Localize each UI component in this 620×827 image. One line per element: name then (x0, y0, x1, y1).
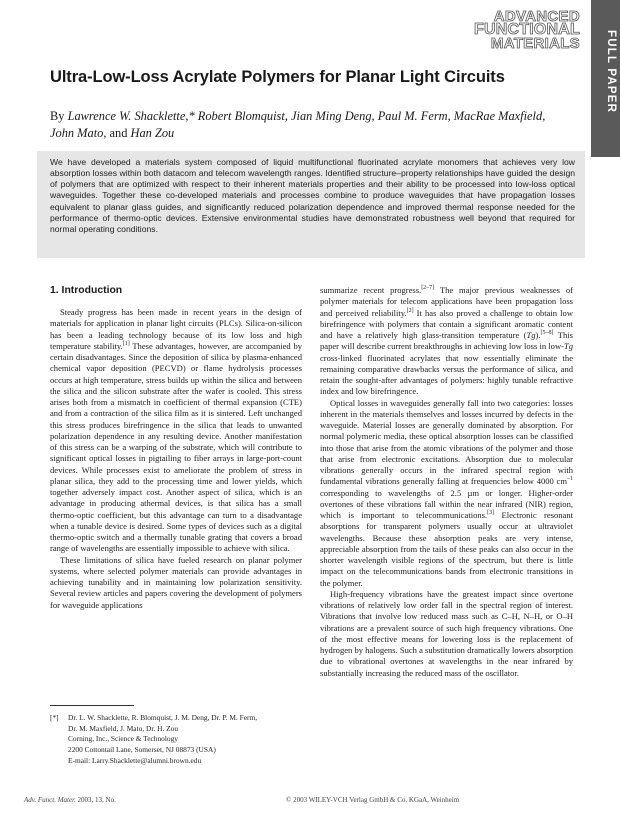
text-run: Optical losses in waveguides generally fall into two categories: losses inherent in the materials themselves and losses incurred by defects in the waveguide. Material losses are generally dominated by absorption. For normal polymeric media, these optical absorption losses can be classified into those that arise from the atomic vibrations of the polymer and those that arise from electronic excitations. Absorption due to molecular vibrations generally occurs in the infrared spectral region with fundamental vibrations generally falling at frequencies below 4000 cm (320, 397, 573, 487)
journal-logo (474, 8, 580, 53)
left-column (50, 285, 302, 611)
paragraph-5: High-frequency vibrations have the greatest impact since overtone vibrations of relatively low order fall in the spectral region of interest. Vibrations that involve low reduced mass such as C–H, N–H, or O–H vibrations are a prevalent source of such high frequency vibrations. One of the most effective means for lowering loss is the replacement of hydrogen by halogens. Such a substitution dramatically lowers absorption due to vibrational overtones at wavelengths in the near infrared by substantially increasing the reduced mass of the oscillator. (320, 588, 573, 678)
authors-and: and (106, 126, 131, 140)
symbol-tg: Tg (563, 341, 573, 352)
section-heading: 1. Introduction (50, 285, 123, 296)
paragraph-1 (50, 307, 302, 555)
article-title: Ultra-Low-Loss Acrylate Polymers for Planar Light Circuits (50, 68, 505, 86)
citation-ref: [2–7] (421, 285, 435, 291)
text-run: corresponding to wavelengths of 2.5 µm or longer. Higher-order overtones of these vibrations fall within the near infrared (NIR) region, which is important to telecommunications. (320, 487, 573, 520)
footer-journal-name: Adv. Funct. Mater. (24, 796, 76, 804)
authors-line-2a: John Mato, (50, 126, 107, 140)
section-tab (591, 0, 620, 157)
text-run: It has also proved a challenge to obtain low birefringence with polymers that contain a significant aromatic content and have a relatively high glass-transition temperature ( (320, 307, 573, 340)
logo-line-materials: MATERIALS (490, 35, 580, 53)
citation-ref: [3] (487, 510, 495, 516)
footnote-divider (50, 705, 134, 706)
paragraph-4 (320, 398, 573, 589)
right-column (320, 285, 573, 679)
text-run: cross-linked fluorinated acrylates that now essentially eliminate the remaining comparative drawbacks versus the performance of silica, and retain the sought-after advantages of polymers: highly tunable refractive index and low birefringence. (320, 352, 573, 397)
logo-line-functional: FUNCTIONAL (474, 21, 580, 39)
footnote-email: E-mail: Larry.Shacklette@alumni.brown.edu (68, 755, 202, 765)
citation-ref: [2] (406, 307, 414, 314)
symbol-tg: Tg (526, 330, 536, 340)
authors-line-1: Lawrence W. Shacklette,* Robert Blomquist, Jian Ming Deng, Paul M. Ferm, MacRae Maxfield, (67, 109, 546, 123)
footer-volume: 2003, 13, No. (75, 796, 116, 804)
footer-copyright: © 2003 WILEY-VCH Verlag GmbH & Co. KGaA, Weinheim (286, 796, 460, 804)
footnote-line: 2200 Cottontail Lane, Somerset, NJ 08873 (USA) (68, 745, 216, 755)
footnote-mark: [*] (50, 713, 59, 722)
author-byline (50, 108, 570, 142)
citation-ref: [1] (122, 340, 130, 347)
text-run: ). (535, 330, 541, 340)
text-run: Steady progress has been made in recent years in the design of materials for application in planar light circuits (PLCs). Silica-on-silicon has been a leading technology because of its low loss and high temperature stability. (50, 307, 302, 351)
text-run: These advantages, however, are accompanied by certain disadvantages. Since the deposition of silica by plasma-enhanced chemical vapor deposition (PECVD) or flame hydrolysis processes occurs at high temperature, stress builds up within the silica and between the silica and the silicon substrate after the wafer is cooled. This stress arises both from a mismatch in coefficient of thermal expansion (CTE) and from a contraction of the silica film as it is sintered. Left unchanged this stress produces birefringence in the silica that leads to unwanted polarization dependence in any resulting device. Another manifestation of this stress can be a warping of the substrate, which will contribute to significant optical losses in pigtailing to fiber arrays in large-port-count devices. While processes exist to ameliorate the problem of stress in planar silica, they add to the processing time and lower yields, which together adversely impact cost. Another aspect of silica, which is an advantage in producing athermal devices, is that silica has a small thermo-optic coefficient, but this advantage can turn to a disadvantage when a tunable device is desired. Some types of devices such as a digital thermo-optic switch and a thermally tunable grating that covers a broad range of wavelengths are essentially impossible to achieve with silica. (50, 340, 302, 554)
abstract-box: We have developed a materials system composed of liquid multifunctional fluorinated acrylate monomers that achieves very low absorption losses within both datacom and telecom wavelength ranges. Identified structure–property relationships have guided the design of polymers that are optimized with respect to their inherent materials properties and their ability to be processed into low-loss optical waveguides. Together these co-developed materials and processes combine to produce waveguides that have propagation losses equivalent to planar glass guides, and significantly reduced polarization dependence and improved thermal response needed for the performance of thermo-optic devices. Extensive environmental studies have demonstrated robustness well beyond that required for normal operating conditions. (37, 151, 585, 258)
logo-line-advanced: ADVANCED (493, 8, 580, 25)
footnote-line: Dr. L. W. Shacklette, R. Blomquist, J. M. Deng, Dr. P. M. Ferm, (68, 713, 258, 722)
footer-citation (24, 796, 116, 804)
paragraph-2: These limitations of silica have fueled research on planar polymer systems, where selected polymer materials can provide advantages in achieving tunability and in maintaining low polarization sensitivity. Several review articles and papers covering the development of polymers for waveguide applications (50, 554, 302, 610)
author-footnote (50, 713, 302, 767)
paragraph-3 (320, 285, 573, 398)
superscript: –1 (567, 476, 573, 483)
text-run: summarize recent progress. (320, 285, 422, 295)
text-run: Electronic resonant absorptions for transparent polymers usually occur at ultraviolet wavelengths. Because these absorption peaks are very intense, appreciable absorption from the tails of these peaks can also occur in the shorter wavelength visible regions of the spectrum, but there is little impact on the telecommunications bands from electronic transitions in the polymer. (320, 510, 573, 588)
footnote-line: Corning, Inc., Science & Technology (68, 734, 178, 744)
text-run: This paper will describe current breakthroughs in achieving low loss in low- (320, 330, 573, 352)
authors-line-2b: Han Zou (130, 126, 175, 140)
byline-prefix: By (50, 109, 68, 123)
text-run: The major previous weaknesses of polymer materials for telecom applications have been propagation loss and perceived reliability. (320, 285, 573, 318)
section-tab-label: FULL PAPER (605, 30, 617, 114)
footnote-line: Dr. M. Maxfield, J. Mato, Dr. H. Zou (68, 723, 179, 733)
citation-ref: [5–8] (540, 330, 554, 336)
